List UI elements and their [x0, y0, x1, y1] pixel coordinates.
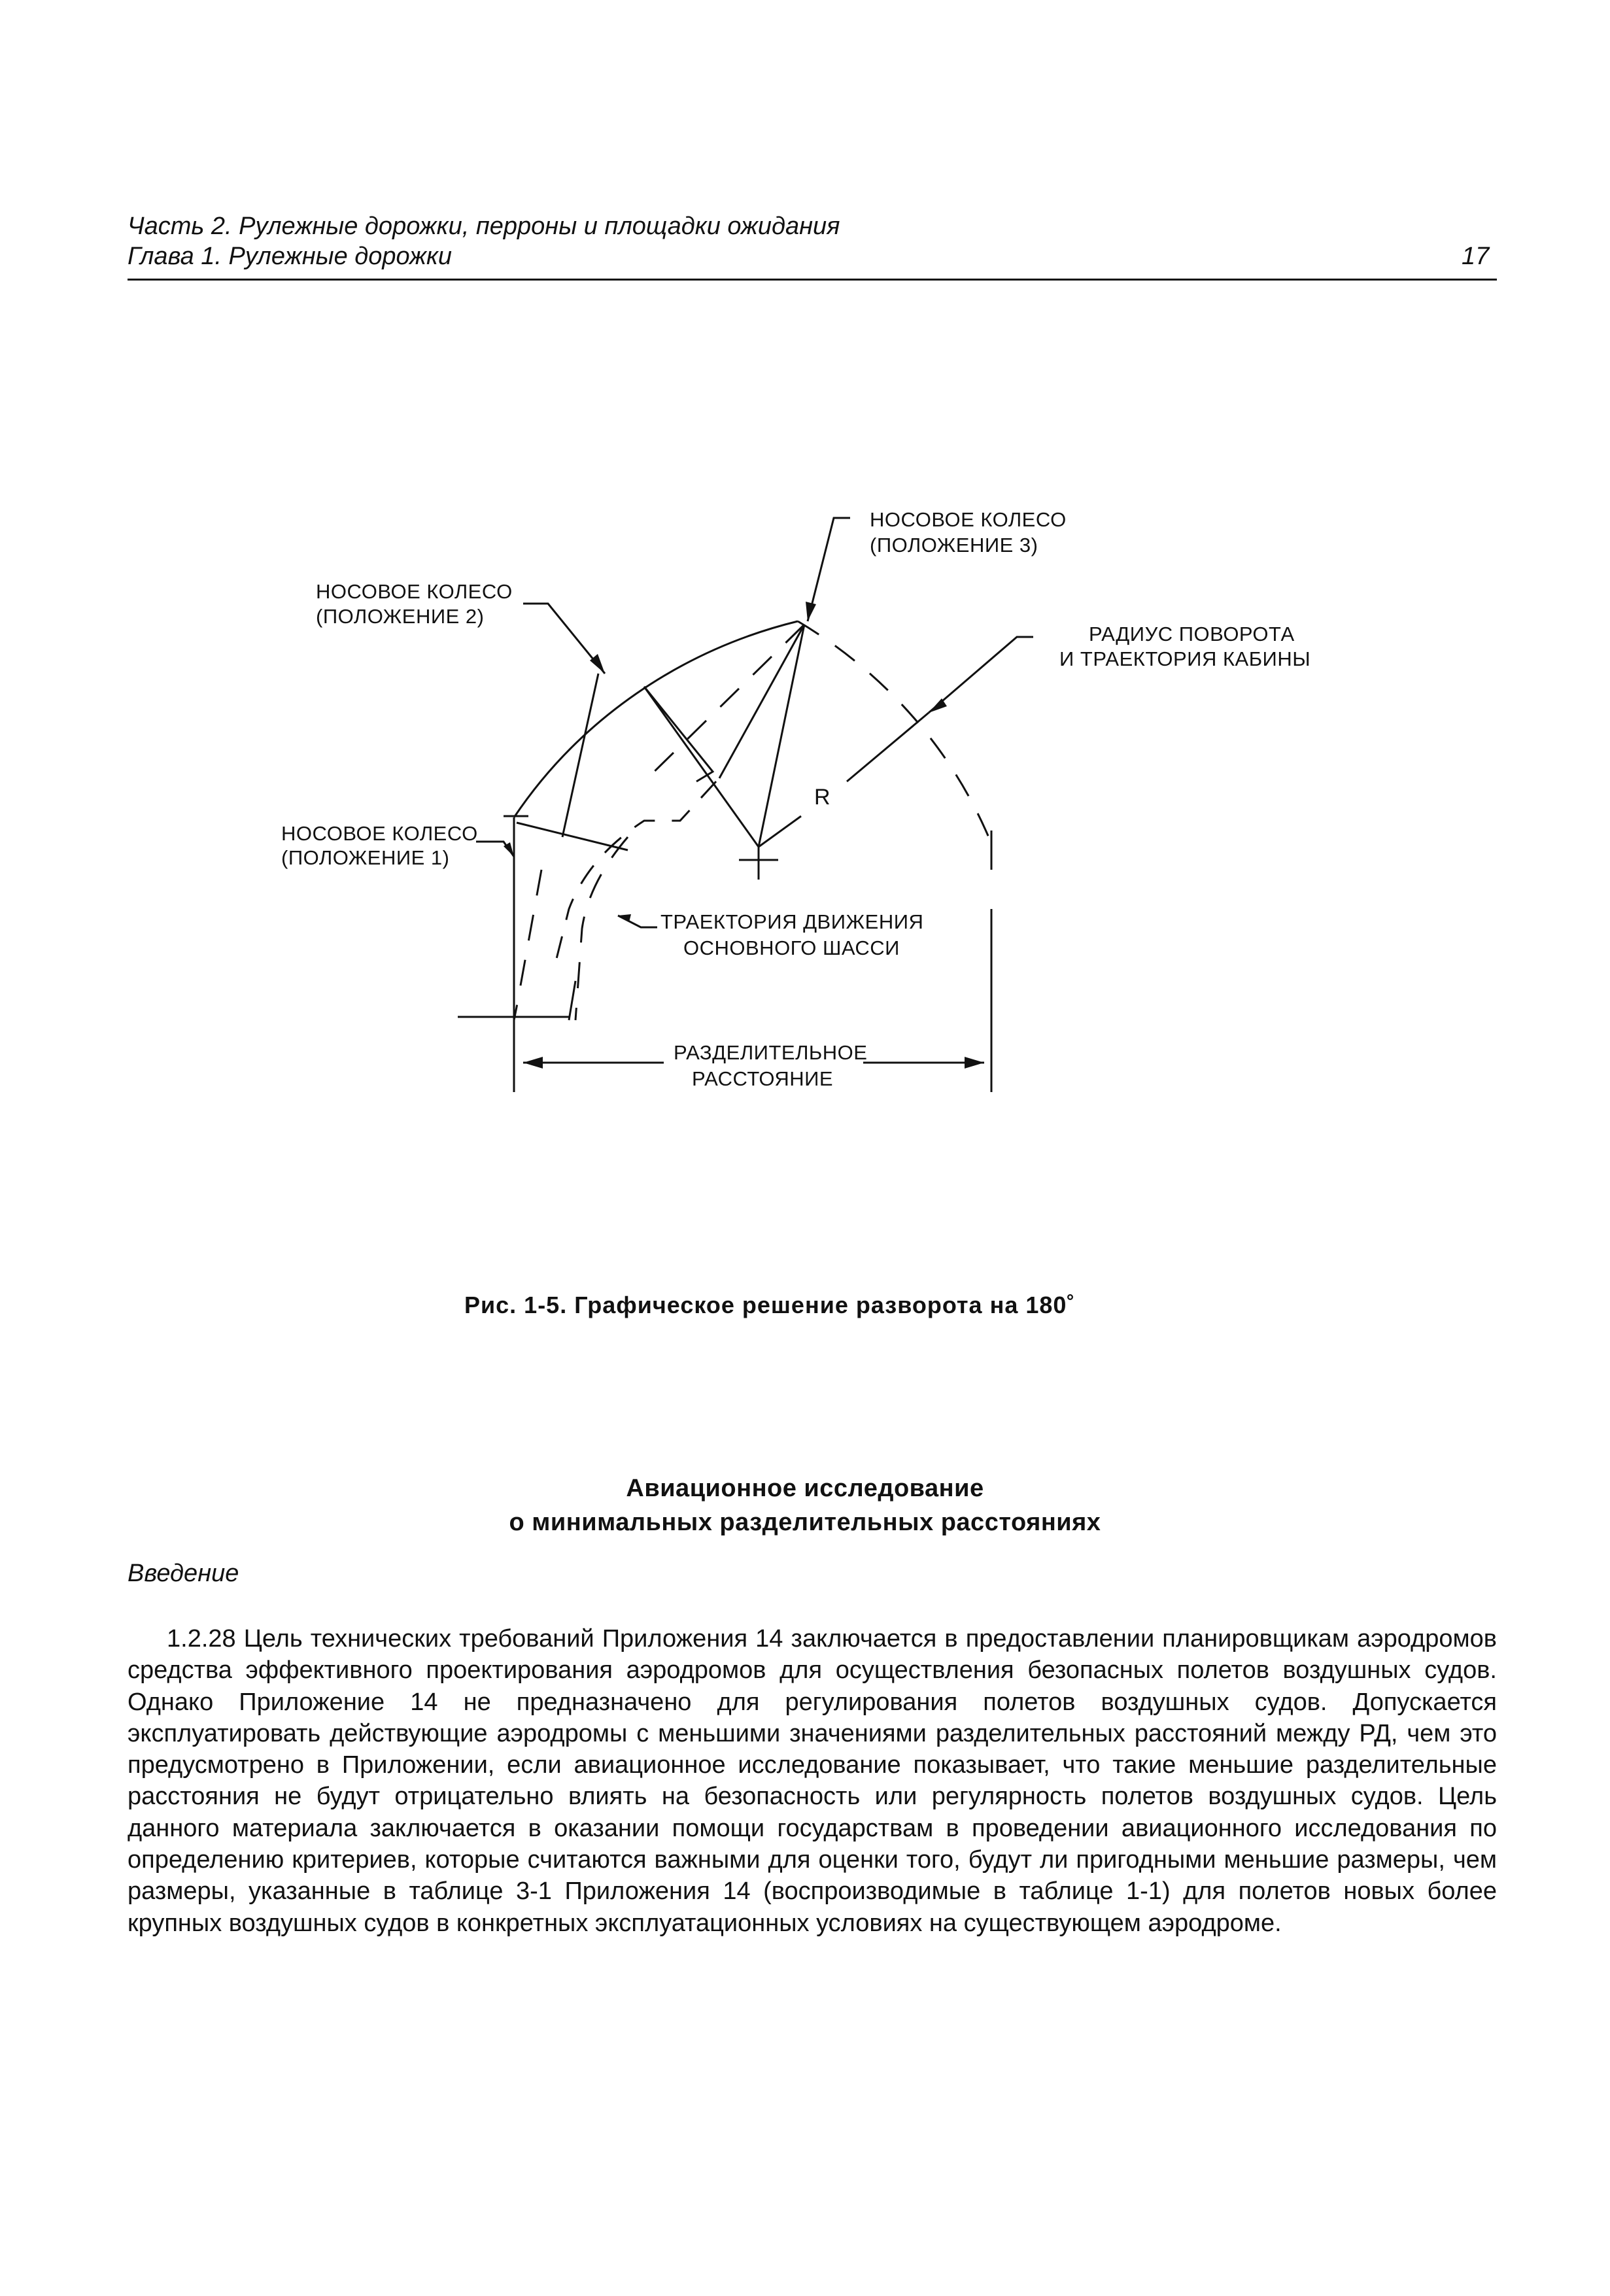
header-chapter-title: Глава 1. Рулежные дорожки: [128, 243, 453, 270]
arrow-main-gear: [618, 914, 631, 922]
header-part-title: Часть 2. Рулежные дорожки, перроны и площадки ожидания: [128, 213, 840, 240]
section-title-line1: Авиационное исследование: [626, 1475, 984, 1502]
radius-line-upper: [847, 713, 929, 781]
position1-axle: [517, 823, 628, 850]
position-line-to-center: [644, 687, 759, 847]
page-number: 17: [1462, 243, 1490, 270]
center-to-position3: [719, 625, 804, 778]
section-title-line2: о минимальных разделительных расстояниях: [509, 1509, 1101, 1536]
main-gear-track-outer: [514, 870, 541, 1020]
main-gear-track-inner: [575, 837, 628, 1020]
leader-turn-radius: [929, 637, 1033, 713]
label-radius-r: R: [814, 785, 831, 810]
paragraph-1-2-28: 1.2.28 Цель технических требований Приложения 14 заключается в предоставлении планировщикам аэродромов средства эффективного проектирования аэродромов для осуществления безопасных полетов воздушных судов. Однако Приложение 14 не предназначено для регулирования полетов воздушных судов. Допускается эксплуатировать действующие аэродромы с меньшими значениями разделительных расстояний между РД, чем это предусмотрено в Приложении, если авиационное исследование показывает, что такие меньшие разделительные расстояния не будут отрицательно влиять на безопасность или регулярность полетов воздушных судов. Цель данного материала заключается в оказании помощи государствам в проведении авиационного исследования по определению критериев, которые считаются важными для оценки того, будут ли пригодными меньшие размеры, чем размеры, указанные в таблице 3-1 Приложения 14 (воспроизводимые в таблице 1-1) для полетов новых более крупных воздушных судов в конкретных эксплуатационных условиях на существующем аэродроме.: [128, 1625, 1497, 1937]
label-main-gear-line2: ОСНОВНОГО ШАССИ: [683, 936, 900, 959]
label-turn-radius-line1: РАДИУС ПОВОРОТА: [1089, 623, 1295, 645]
subheading-introduction: Введение: [128, 1560, 239, 1587]
label-main-gear-line1: ТРАЕКТОРИЯ ДВИЖЕНИЯ: [660, 910, 924, 933]
arrow-separation-left: [523, 1057, 543, 1069]
label-nose-wheel-2-line2: (ПОЛОЖЕНИЕ 2): [316, 605, 485, 628]
cockpit-arc-solid: [514, 621, 798, 817]
position3-fuselage: [644, 625, 804, 781]
position2-fuselage: [562, 674, 598, 837]
label-separation-line1: РАЗДЕЛИТЕЛЬНОЕ: [674, 1041, 868, 1064]
label-separation-line2: РАССТОЯНИЕ: [692, 1067, 834, 1090]
label-nose-wheel-3-line1: НОСОВОЕ КОЛЕСО: [870, 508, 1067, 531]
position3-line: [759, 625, 804, 847]
label-nose-wheel-1-line1: НОСОВОЕ КОЛЕСО: [281, 822, 478, 845]
label-nose-wheel-2-line1: НОСОВОЕ КОЛЕСО: [316, 580, 513, 603]
label-turn-radius-line2: И ТРАЕКТОРИЯ КАБИНЫ: [1059, 647, 1311, 670]
figure-caption: Рис. 1-5. Графическое решение разворота на 180˚: [464, 1292, 1076, 1318]
label-nose-wheel-1-line2: (ПОЛОЖЕНИЕ 1): [281, 846, 450, 869]
leader-nose2: [523, 604, 605, 674]
main-gear-bottom-stub: [569, 981, 575, 1020]
label-nose-wheel-3-line2: (ПОЛОЖЕНИЕ 3): [870, 534, 1038, 557]
cockpit-arc-dashed: [798, 621, 991, 844]
arrow-separation-right: [965, 1057, 984, 1069]
arrow-nose3: [806, 602, 816, 621]
